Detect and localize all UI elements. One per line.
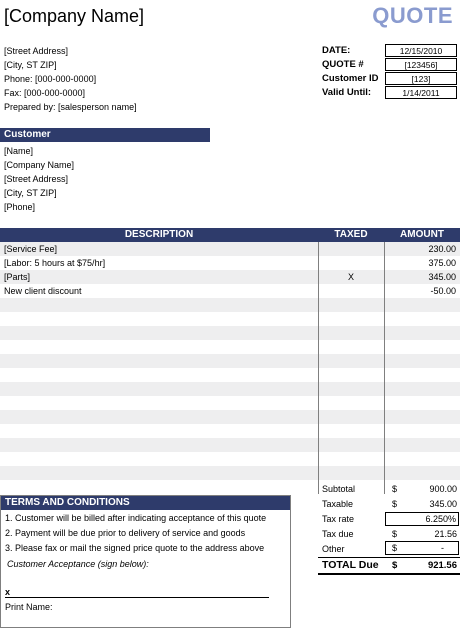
customer-street: [Street Address] [4, 174, 69, 184]
taxable-currency: $ [392, 499, 398, 509]
tax-rate-value: 6.250% [425, 514, 456, 524]
table-row [0, 424, 460, 438]
total-due-value: 921.56 [427, 560, 457, 571]
term-line-3: 3. Please fax or mail the signed price quote to the address above [5, 543, 265, 553]
table-row [0, 326, 460, 340]
subtotal-label: Subtotal [322, 484, 356, 494]
subtotal-value: 900.00 [429, 484, 457, 494]
tax-due-value: 21.56 [434, 529, 457, 539]
valid-until-field[interactable]: 1/14/2011 [385, 86, 457, 99]
other-value: - [441, 543, 444, 553]
taxable-label: Taxable [322, 499, 354, 509]
amount-cell[interactable]: 345.00 [428, 272, 456, 282]
tax-rate-field[interactable] [385, 512, 459, 526]
sender-phone: Phone: [000-000-0000] [4, 74, 97, 84]
table-row [0, 242, 460, 256]
customer-id-field[interactable]: [123] [385, 72, 457, 85]
table-row [0, 438, 460, 452]
terms-heading: TERMS AND CONDITIONS [1, 496, 290, 510]
quote-number-field[interactable]: [123456] [385, 58, 457, 71]
taxed-column-header: TAXED [334, 229, 368, 240]
amount-cell[interactable]: -50.00 [430, 286, 456, 296]
column-divider [384, 242, 385, 494]
acceptance-label: Customer Acceptance (sign below): [7, 559, 149, 569]
table-row [0, 284, 460, 298]
description-cell[interactable]: [Parts] [4, 272, 31, 282]
customer-city: [City, ST ZIP] [4, 188, 57, 198]
subtotal-currency: $ [392, 484, 398, 494]
items-table-header [0, 228, 460, 242]
customer-heading: Customer [0, 128, 210, 142]
taxed-cell[interactable]: X [347, 272, 354, 282]
table-row [0, 410, 460, 424]
tax-due-label: Tax due [322, 529, 354, 539]
other-field[interactable] [385, 541, 459, 555]
table-row [0, 466, 460, 480]
table-row [0, 354, 460, 368]
customer-company: [Company Name] [4, 160, 75, 170]
table-row [0, 368, 460, 382]
other-currency: $ [392, 543, 398, 553]
signature-x: x [5, 587, 11, 597]
table-row [0, 396, 460, 410]
table-row [0, 298, 460, 312]
amount-column-header: AMOUNT [400, 229, 444, 240]
tax-due-currency: $ [392, 529, 398, 539]
date-label: DATE: [322, 45, 351, 56]
signature-line[interactable] [5, 597, 269, 598]
description-column-header: DESCRIPTION [124, 229, 194, 240]
description-cell[interactable]: [Labor: 5 hours at $75/hr] [4, 258, 106, 268]
customer-phone: [Phone] [4, 202, 36, 212]
taxable-value: 345.00 [429, 499, 457, 509]
description-cell[interactable]: New client discount [4, 286, 82, 296]
table-row [0, 256, 460, 270]
term-line-1: 1. Customer will be billed after indicating acceptance of this quote [5, 513, 267, 523]
sender-fax: Fax: [000-000-0000] [4, 88, 86, 98]
table-row [0, 340, 460, 354]
amount-cell[interactable]: 375.00 [428, 258, 456, 268]
description-cell[interactable]: [Service Fee] [4, 244, 58, 254]
column-divider [318, 242, 319, 494]
document-title: QUOTE [372, 3, 453, 28]
terms-box [0, 495, 291, 628]
term-line-2: 2. Payment will be due prior to delivery of service and goods [5, 528, 246, 538]
table-row [0, 270, 460, 284]
total-due-label: TOTAL Due [322, 559, 379, 571]
customer-id-label: Customer ID [322, 73, 379, 84]
prepared-by: Prepared by: [salesperson name] [4, 102, 137, 112]
total-underline [318, 573, 460, 575]
table-row [0, 382, 460, 396]
date-field[interactable]: 12/15/2010 [385, 44, 457, 57]
sender-city: [City, ST ZIP] [4, 60, 57, 70]
table-row [0, 312, 460, 326]
customer-name: [Name] [4, 146, 34, 156]
amount-cell[interactable]: 230.00 [428, 244, 456, 254]
company-name: [Company Name] [4, 6, 145, 26]
sender-street: [Street Address] [4, 46, 69, 56]
total-divider [318, 557, 460, 558]
table-row [0, 452, 460, 466]
quote-number-label: QUOTE # [322, 59, 364, 70]
table-row [0, 480, 460, 494]
valid-until-label: Valid Until: [322, 87, 372, 98]
tax-rate-label: Tax rate [322, 514, 355, 524]
total-due-currency: $ [392, 560, 398, 571]
other-label: Other [322, 544, 345, 554]
print-name-label: Print Name: [5, 602, 53, 612]
